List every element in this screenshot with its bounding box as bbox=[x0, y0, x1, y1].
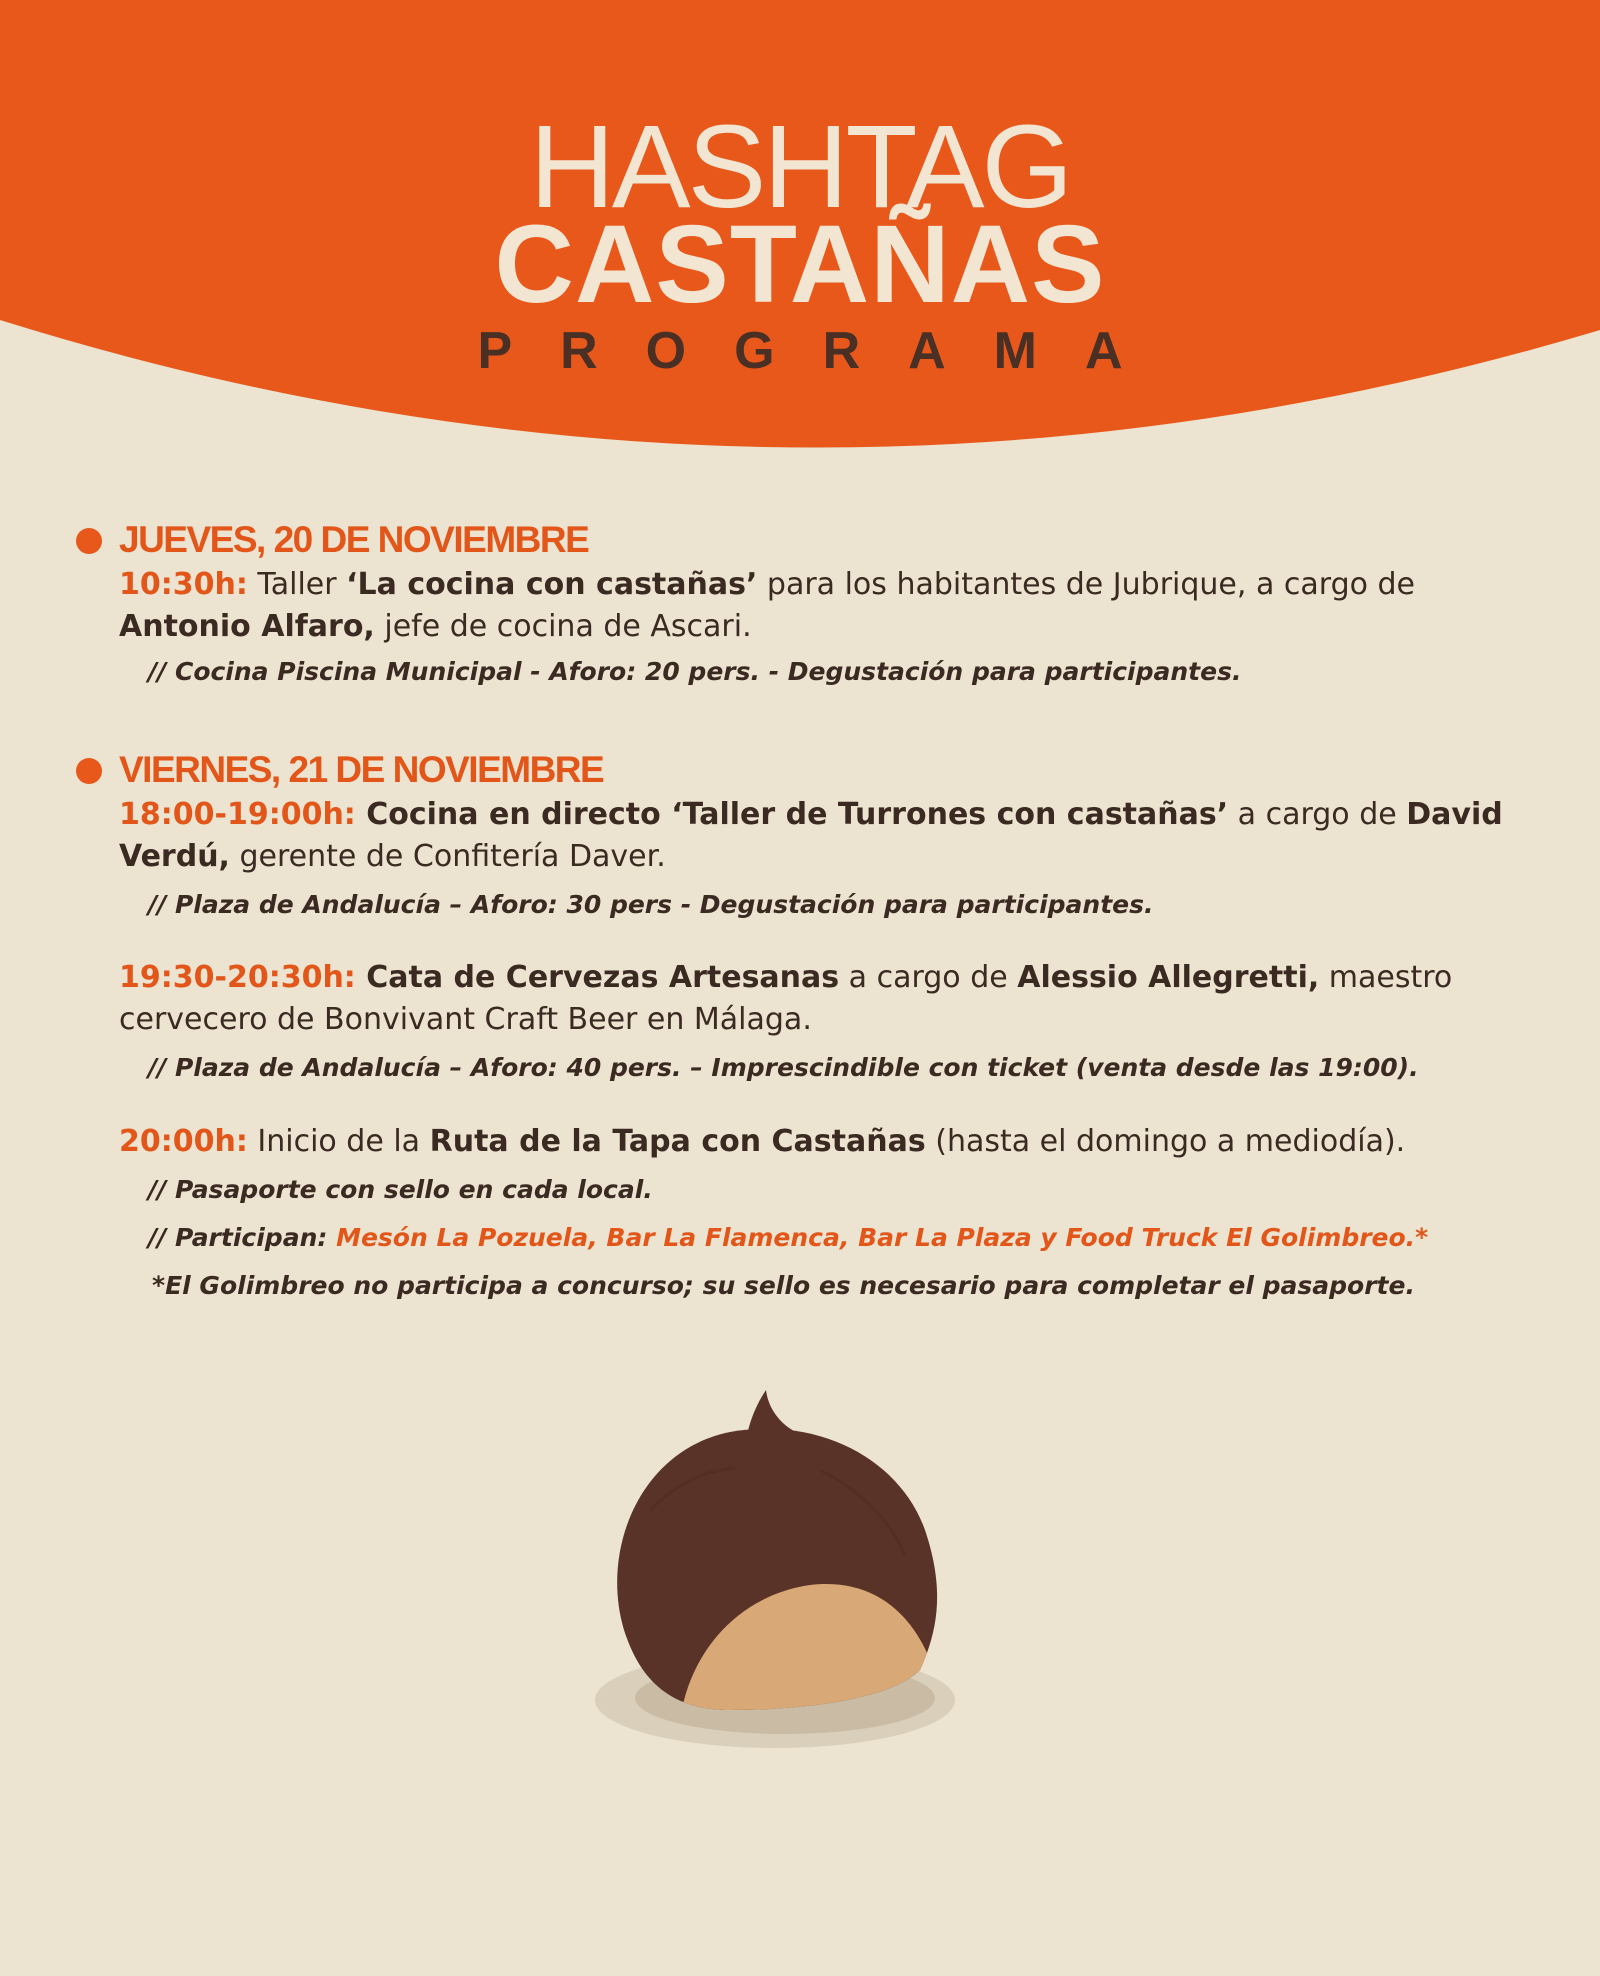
day-header bbox=[0, 518, 1600, 562]
day-section-viernes bbox=[0, 748, 1600, 1308]
event-line bbox=[119, 999, 1479, 1041]
event-title: ‘La cocina con castañas’ bbox=[346, 567, 758, 602]
participants-list: Mesón La Pozuela, Bar La Flamenca, Bar La Plaza y Food Truck El Golimbreo.* bbox=[336, 1223, 1429, 1252]
event-line bbox=[119, 1121, 1479, 1163]
event-time: 19:30-20:30h: bbox=[119, 960, 356, 995]
event-time: 20:00h: bbox=[119, 1124, 248, 1159]
day-section-jueves bbox=[0, 518, 1600, 698]
event-title: Ruta de la Tapa con Castañas bbox=[429, 1124, 926, 1159]
event-time: 10:30h: bbox=[119, 567, 248, 602]
bullet-icon bbox=[76, 528, 102, 554]
event-note: // Cocina Piscina Municipal - Aforo: 20 pers. - Degustación para participantes. bbox=[148, 657, 1242, 686]
title-programa: PROGRAMA bbox=[477, 322, 1171, 380]
participants-label: // Participan: bbox=[148, 1223, 337, 1252]
event-text: gerente de Confitería Daver. bbox=[229, 839, 666, 874]
event-line bbox=[119, 794, 1503, 836]
event-line bbox=[119, 957, 1479, 999]
event-text: maestro bbox=[1319, 960, 1453, 995]
event-host: Alessio Allegretti, bbox=[1017, 960, 1320, 995]
chestnut-icon bbox=[560, 1380, 1000, 1770]
event-line bbox=[119, 836, 1479, 878]
bullet-icon bbox=[76, 758, 102, 784]
event-note: // Plaza de Andalucía – Aforo: 40 pers. – Imprescindible con ticket (venta desde las 19:00). bbox=[148, 1053, 1419, 1082]
event-text: jefe de cocina de Ascari. bbox=[374, 609, 752, 644]
event-host: Verdú, bbox=[119, 839, 230, 874]
event-text: a cargo de bbox=[839, 960, 1018, 995]
day-title: JUEVES, 20 DE NOVIEMBRE bbox=[119, 519, 589, 560]
event-footnote: *El Golimbreo no participa a concurso; su sello es necesario para completar el pasaporte. bbox=[152, 1271, 1415, 1300]
event-title: Cocina en directo ‘Taller de Turrones con castañas’ bbox=[355, 797, 1229, 832]
event-text: cervecero de Bonvivant Craft Beer en Málaga. bbox=[119, 1002, 812, 1037]
event-host: David bbox=[1406, 797, 1503, 832]
event-line bbox=[119, 606, 1479, 648]
event-text: para los habitantes de Jubrique, a cargo de bbox=[757, 567, 1416, 602]
event-text: a cargo de bbox=[1228, 797, 1407, 832]
event-text: (hasta el domingo a mediodía). bbox=[925, 1124, 1406, 1159]
event-note: // Pasaporte con sello en cada local. bbox=[148, 1175, 653, 1204]
day-header bbox=[0, 748, 1600, 792]
event-participants bbox=[148, 1221, 1568, 1255]
event-host: Antonio Alfaro, bbox=[119, 609, 375, 644]
event-text: Inicio de la bbox=[247, 1124, 430, 1159]
event-line bbox=[119, 564, 1479, 606]
event-text: Taller bbox=[247, 567, 347, 602]
event-time: 18:00-19:00h: bbox=[119, 797, 356, 832]
event-note: // Plaza de Andalucía – Aforo: 30 pers - Degustación para participantes. bbox=[148, 890, 1154, 919]
day-title: VIERNES, 21 DE NOVIEMBRE bbox=[119, 749, 604, 790]
event-title: Cata de Cervezas Artesanas bbox=[355, 960, 840, 995]
title-hashtag: HASHTAG bbox=[529, 101, 1071, 233]
title-castanas: CASTAÑAS bbox=[494, 203, 1106, 326]
